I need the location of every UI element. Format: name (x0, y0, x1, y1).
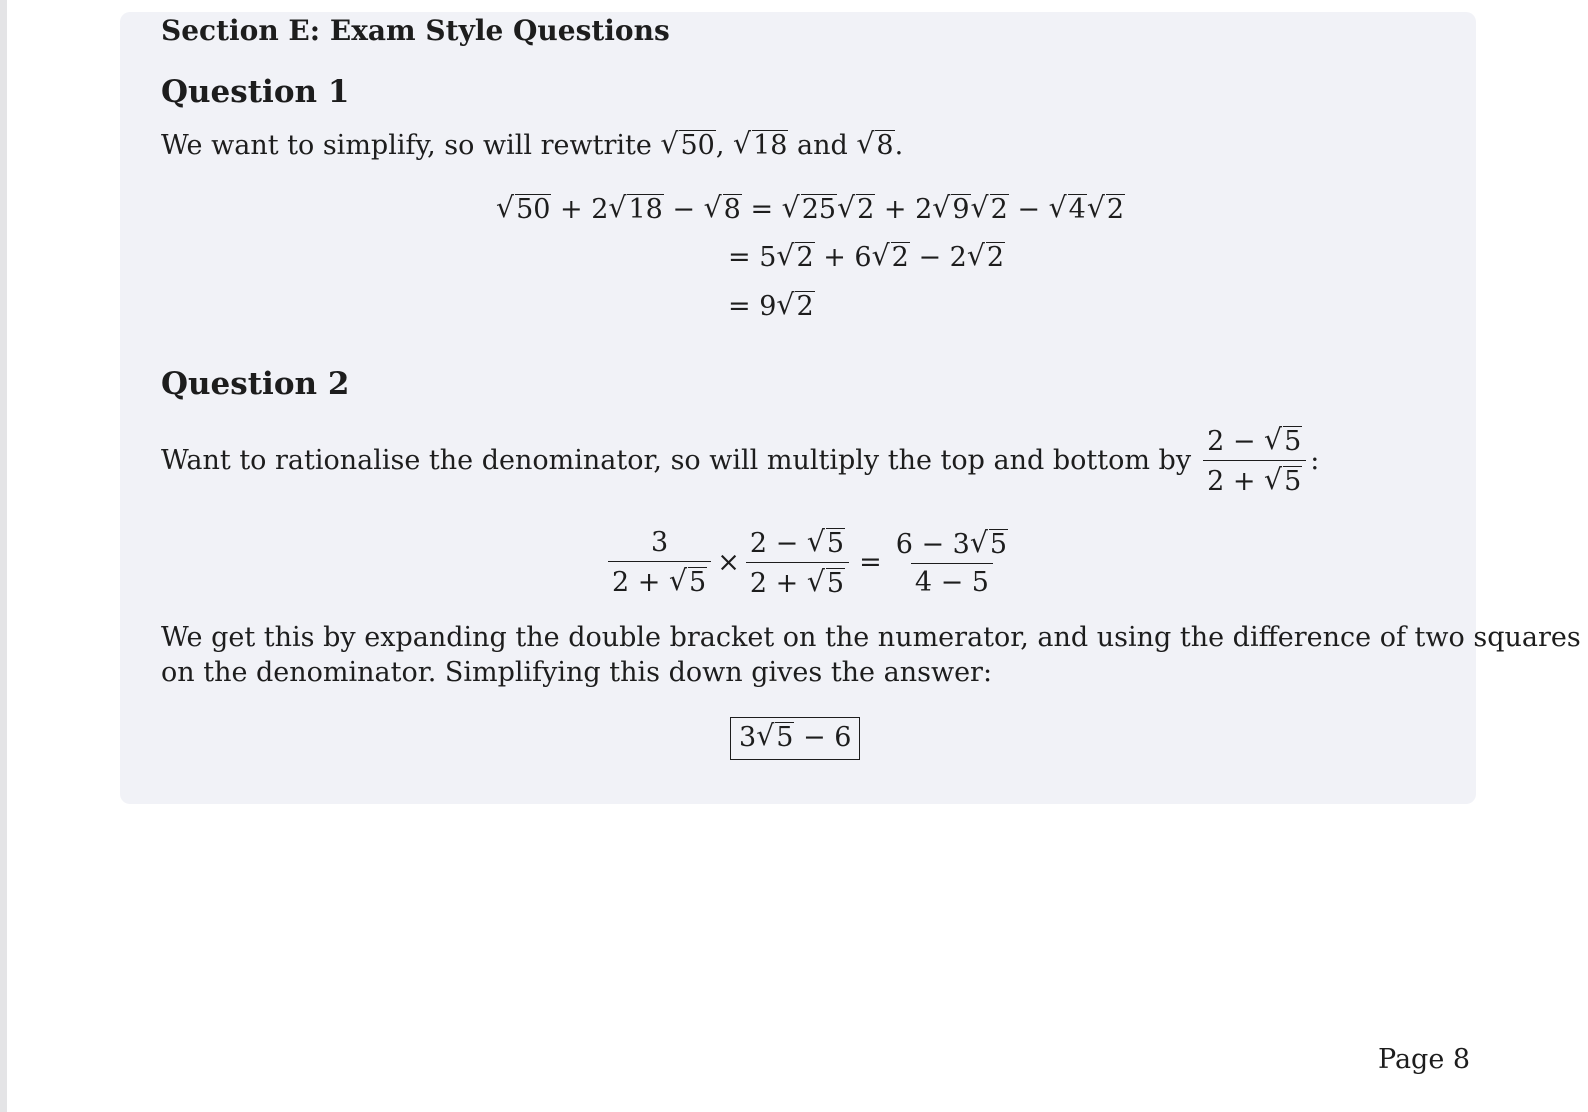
multiplier-fraction: $\frac{2 - √5}{2 + √5}$ (1203, 424, 1306, 497)
question-1-intro (161, 128, 903, 161)
equals-sign: = (859, 547, 882, 578)
page-number: Page 8 (1378, 1044, 1471, 1075)
explanation-line-2: on the denominator. Simplifying this down gives the answer: (161, 657, 993, 688)
intro-text: We want to simplify, so will rewtrite (161, 130, 661, 161)
question-2-intro (161, 424, 1319, 497)
colon: : (1310, 445, 1320, 476)
fraction-1: $\frac{3}{2 + √5}$ (608, 527, 711, 598)
q2-intro-text: Want to rationalise the denominator, so will multiply the top and bottom by (161, 445, 1192, 476)
explanation-line-1: We get this by expanding the double bracket on the numerator, and using the difference of two squares (161, 622, 1581, 653)
question-2-title: Question 2 (161, 366, 350, 402)
comma: , (715, 130, 733, 161)
section-title: Section E: Exam Style Questions (161, 14, 670, 47)
sqrt-8: √8 (856, 127, 894, 161)
q2-equation (604, 526, 1016, 599)
fraction-2: $\frac{2 - √5}{2 + √5}$ (746, 526, 849, 599)
times-sign: × (717, 547, 740, 578)
period: . (894, 130, 904, 161)
q1-equation-line-2: = 5√2 + 6√2 − 2√2 (728, 239, 1005, 273)
and-text: and (788, 130, 857, 161)
sqrt-50: √50 (660, 127, 715, 161)
q1-equation-line-3: = 9√2 (728, 288, 814, 322)
q1-equation-line-1: √50 + 2√18 − √8 = √25√2 + 2√9√2 − √4√2 (496, 191, 1125, 225)
answer-box: 3√5 − 6 (730, 720, 860, 753)
sqrt-18: √18 (733, 127, 788, 161)
fraction-3: $\frac{6 - 3√5}{4 - 5}$ (895, 526, 1008, 598)
page-left-edge (0, 0, 7, 1112)
question-1-title: Question 1 (161, 74, 350, 110)
